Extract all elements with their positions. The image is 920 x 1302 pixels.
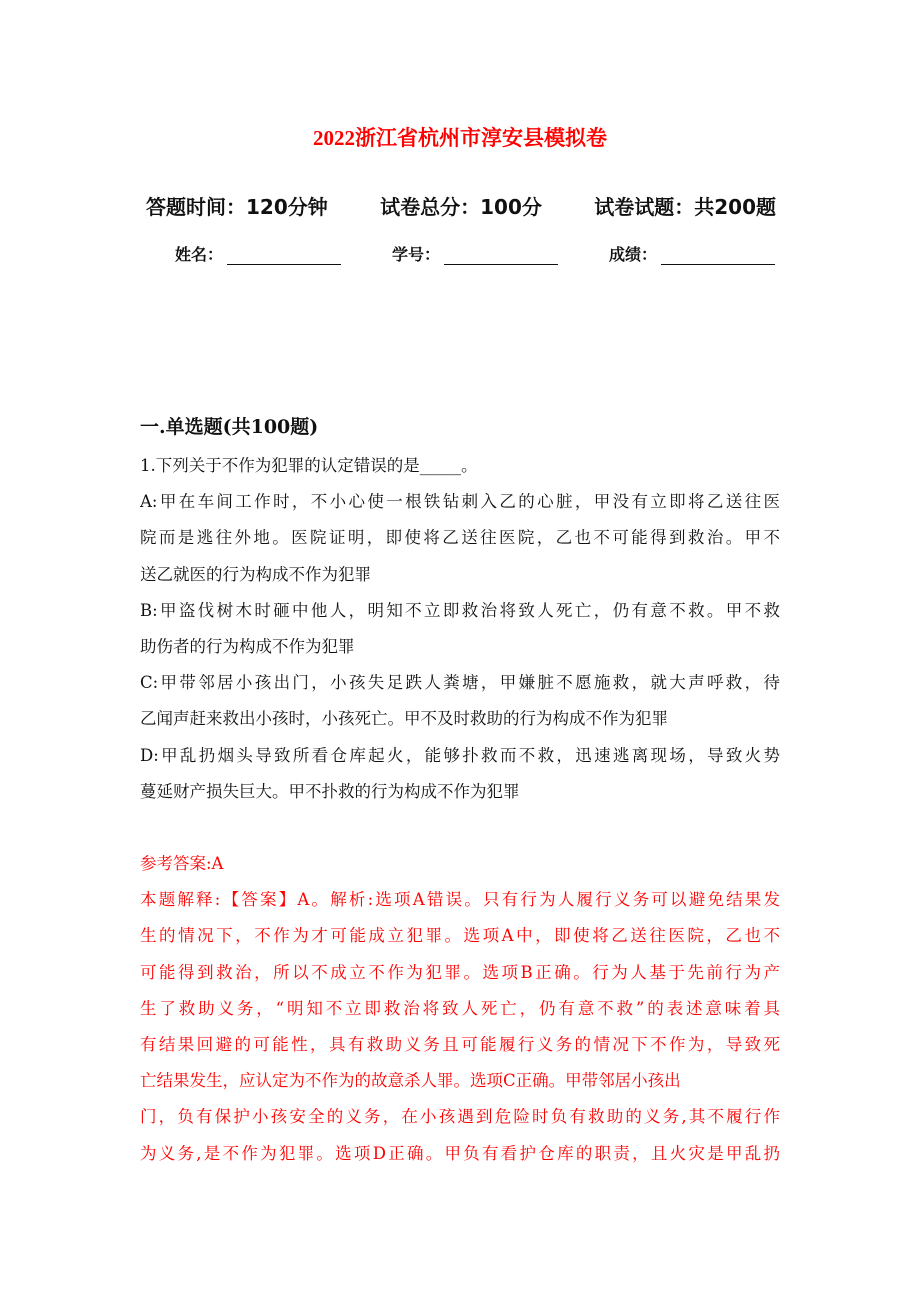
answer-label: 参考答案:A	[140, 854, 224, 873]
name-blank	[227, 246, 341, 265]
name-label: 姓名：	[175, 245, 224, 264]
exam-question-count: 试卷试题：共200题	[594, 195, 776, 219]
explanation-line: 亡结果发生，应认定为不作为的故意杀人罪。选项C正确。甲带邻居小孩出	[140, 1071, 681, 1091]
answer-block	[140, 846, 780, 1172]
explanation-line: 有结果回避的可能性，具有救助义务且可能履行义务的情况下不作为，导致死	[140, 1034, 780, 1054]
question-stem: 1.下列关于不作为犯罪的认定错误的是_____。	[140, 456, 478, 475]
score-blank	[661, 246, 775, 265]
document-title: 2022浙江省杭州市淳安县模拟卷	[313, 126, 607, 150]
id-blank	[444, 246, 558, 265]
section-title: 一.单选题(共100题)	[140, 416, 319, 438]
explanation-line: 生了救助义务，“明知不立即救治将致人死亡，仍有意不救”的表述意味着具	[140, 998, 780, 1018]
option-b: 助伤者的行为构成不作为犯罪	[140, 636, 355, 656]
question-block	[140, 448, 780, 810]
option-d: D:甲乱扔烟头导致所看仓库起火，能够扑救而不救，迅速逃离现场，导致火势	[140, 745, 780, 765]
option-d: 蔓延财产损失巨大。甲不扑救的行为构成不作为犯罪	[140, 781, 520, 801]
explanation-line: 可能得到救治，所以不成立不作为犯罪。选项B正确。行为人基于先前行为产	[140, 962, 780, 982]
option-b: B:甲盗伐树木时砸中他人，明知不立即救治将致人死亡，仍有意不救。甲不救	[140, 600, 780, 620]
option-c: 乙闻声赶来救出小孩时，小孩死亡。甲不及时救助的行为构成不作为犯罪	[140, 709, 668, 729]
exam-total-score: 试卷总分：100分	[380, 195, 542, 219]
exam-info	[146, 191, 776, 220]
id-label: 学号：	[391, 245, 440, 264]
option-a: 送乙就医的行为构成不作为犯罪	[140, 564, 371, 584]
id-field	[392, 242, 558, 265]
explanation-line: 门，负有保护小孩安全的义务，在小孩遇到危险时负有救助的义务,其不履行作	[140, 1107, 780, 1127]
option-a: A:甲在车间工作时，不小心使一根铁钻刺入乙的心脏，甲没有立即将乙送往医	[140, 492, 780, 512]
explanation-line: 本题解释:【答案】A。解析:选项A错误。只有行为人履行义务可以避免结果发	[140, 890, 780, 910]
score-field	[609, 242, 775, 265]
student-fields	[175, 242, 775, 265]
score-label: 成绩：	[608, 245, 657, 264]
option-c: C:甲带邻居小孩出门，小孩失足跌人粪塘，甲嫌脏不愿施救，就大声呼救，待	[140, 673, 780, 693]
explanation-line: 生的情况下，不作为才可能成立犯罪。选项A中，即使将乙送往医院，乙也不	[140, 926, 780, 946]
option-a: 院而是逃往外地。医院证明，即使将乙送往医院，乙也不可能得到救治。甲不	[140, 528, 780, 548]
explanation-line: 为义务,是不作为犯罪。选项D正确。甲负有看护仓库的职责，且火灾是甲乱扔	[140, 1143, 780, 1163]
exam-time: 答题时间：120分钟	[146, 195, 328, 219]
name-field	[175, 242, 341, 265]
